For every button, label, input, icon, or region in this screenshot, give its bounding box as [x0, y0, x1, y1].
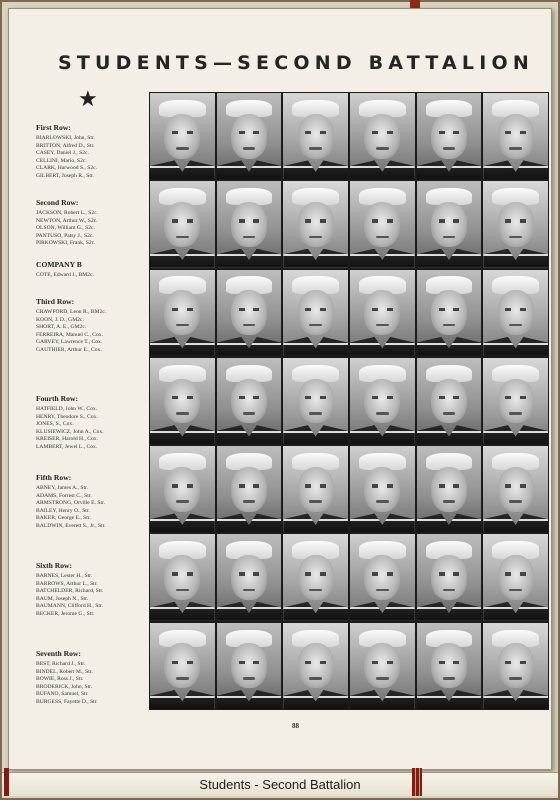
roster-name: CLARK, Harwood S., S2c.	[36, 165, 98, 171]
roster-section-first-row	[36, 123, 146, 180]
roster-name: BALDWIN, Everett S., Jr., Str.	[36, 522, 106, 529]
portrait-photo	[217, 93, 282, 179]
roster-section-third-row	[36, 297, 146, 354]
roster-heading: Sixth Row:	[36, 561, 73, 570]
portrait-photo	[217, 446, 282, 532]
portrait-photo	[217, 534, 282, 620]
roster-section-company-b	[36, 260, 146, 280]
roster-name: BEST, Richard J., Str.	[36, 661, 86, 667]
portrait-photo	[417, 623, 482, 709]
portrait-photo	[150, 181, 215, 267]
portrait-photo	[350, 270, 415, 356]
portrait-photo	[283, 270, 348, 356]
portrait-photo	[350, 623, 415, 709]
roster-heading: Seventh Row:	[36, 649, 81, 658]
roster-section-second-row	[36, 198, 146, 248]
portrait-photo	[417, 446, 482, 532]
portrait-photo	[217, 358, 282, 444]
portrait-photo	[283, 358, 348, 444]
portrait-photo	[150, 534, 215, 620]
roster-name: BAUM, Joseph N., Str.	[36, 595, 89, 602]
roster-heading: Fourth Row:	[36, 394, 78, 403]
roster-name: HENRY, Theodore S., Cox.	[36, 413, 98, 420]
top-marker	[410, 0, 420, 8]
roster-name: BAUMANN, Clifford H., Str.	[36, 603, 103, 609]
portrait-grid	[149, 92, 549, 710]
roster-name: JACKSON, Robert L., S2c.	[36, 210, 98, 216]
portrait-photo	[417, 534, 482, 620]
roster-name: PANTUSO, Patsy J., S2c.	[36, 232, 94, 239]
roster-name: CRAWFORD, Leon R., BM2c.	[36, 309, 107, 315]
portrait-photo	[350, 181, 415, 267]
portrait-photo	[483, 358, 548, 444]
roster-heading: Third Row:	[36, 297, 75, 306]
roster-name: BARNES, Lester H., Str.	[36, 573, 93, 579]
portrait-photo	[483, 623, 548, 709]
roster-name: BRODERICK, John, Str.	[36, 683, 93, 690]
roster-name: KLUSIEWICZ, John A., Cox.	[36, 428, 104, 435]
portrait-photo	[350, 93, 415, 179]
portrait-photo	[350, 446, 415, 532]
roster-name: FERREIRA, Manuel C., Cox.	[36, 331, 103, 338]
roster-name: JONES, S., Cox.	[36, 421, 74, 427]
portrait-photo	[483, 181, 548, 267]
portrait-photo	[417, 270, 482, 356]
portrait-photo	[417, 93, 482, 179]
portrait-photo	[150, 358, 215, 444]
roster-name: BAILEY, Henry O., Str.	[36, 507, 90, 514]
roster-heading: First Row:	[36, 123, 71, 132]
roster-name: BUFANO, Samuel, Str.	[36, 691, 89, 697]
portrait-photo	[150, 446, 215, 532]
portrait-photo	[483, 93, 548, 179]
roster-name: HATFIELD, John W., Cox.	[36, 406, 98, 412]
roster-name: BOWIE, Ross J., Str.	[36, 676, 84, 682]
portrait-photo	[350, 358, 415, 444]
roster-name: ADAMS, Forrest C., Str.	[36, 492, 92, 499]
roster-name: GILBERT, Joseph R., Str.	[36, 172, 94, 179]
roster-name: BECKER, Jerome G., Str.	[36, 610, 95, 617]
left-marker	[4, 768, 9, 796]
portrait-photo	[150, 93, 215, 179]
roster-name: BAKER, George E., Str.	[36, 515, 91, 521]
roster-name: BARROWS, Arthur L., Str.	[36, 580, 98, 587]
roster-name: BINDEL, Robert M., Str.	[36, 668, 93, 675]
page-title: STUDENTS—SECOND BATTALION	[58, 52, 534, 74]
roster-name: KREISER, Harold H., Cox.	[36, 436, 98, 442]
right-marker	[412, 768, 422, 796]
caption-bar	[2, 772, 558, 796]
roster-name: OLSON, William G., S2c.	[36, 225, 95, 231]
roster-name: GARVEY, Lawrence T., Cox.	[36, 339, 103, 345]
portrait-photo	[150, 270, 215, 356]
roster-name: CELLINI, Mario, S2c.	[36, 157, 87, 164]
roster-name: CASEY, Daniel J., S2c.	[36, 150, 89, 156]
image-caption: Students - Second Battalion	[199, 777, 361, 792]
roster-name: BRITTON, Alfred D., Str.	[36, 142, 95, 149]
roster-name: KOON, J. D., GM2c.	[36, 316, 84, 323]
roster-name: BATCHELDER, Richard, Str.	[36, 588, 104, 594]
page-number: 88	[292, 722, 299, 730]
roster-name: NEWTON, Arthur W., S2c.	[36, 217, 98, 224]
roster-name: ARMSTRONG, Orville E. Str.	[36, 500, 105, 506]
portrait-photo	[483, 270, 548, 356]
portrait-photo	[217, 623, 282, 709]
portrait-photo	[417, 181, 482, 267]
portrait-photo	[283, 623, 348, 709]
portrait-photo	[283, 181, 348, 267]
roster-heading: Fifth Row:	[36, 473, 72, 482]
roster-section-fifth-row	[36, 473, 146, 530]
roster-name: GAUTHIER, Arthur E., Cox.	[36, 346, 102, 353]
portrait-photo	[283, 534, 348, 620]
roster-name: BIARLOWSKI, John, Str.	[36, 135, 95, 141]
portrait-photo	[350, 534, 415, 620]
roster-name: BURGESS, Fayette D., Str.	[36, 698, 98, 705]
roster-name: SHORT, A. E., GM2c.	[36, 324, 87, 330]
roster-name: LAMBERT, Jewel L., Cox.	[36, 443, 98, 450]
roster-section-fourth-row	[36, 394, 146, 451]
roster-section-sixth-row	[36, 561, 146, 618]
star-icon: ★	[78, 86, 98, 111]
roster-name: COTE, Edward J., BM2c.	[36, 272, 94, 278]
roster-name: ABNEY, James A., Str.	[36, 485, 88, 491]
portrait-photo	[283, 93, 348, 179]
portrait-photo	[483, 534, 548, 620]
portrait-photo	[417, 358, 482, 444]
roster-heading: COMPANY B	[36, 260, 82, 269]
portrait-photo	[217, 181, 282, 267]
roster-name: PIRKOWSKI, Frank, S2c.	[36, 240, 96, 246]
portrait-photo	[217, 270, 282, 356]
roster-heading: Second Row:	[36, 198, 79, 207]
portrait-photo	[483, 446, 548, 532]
roster-section-seventh-row	[36, 649, 146, 706]
portrait-photo	[150, 623, 215, 709]
portrait-photo	[283, 446, 348, 532]
